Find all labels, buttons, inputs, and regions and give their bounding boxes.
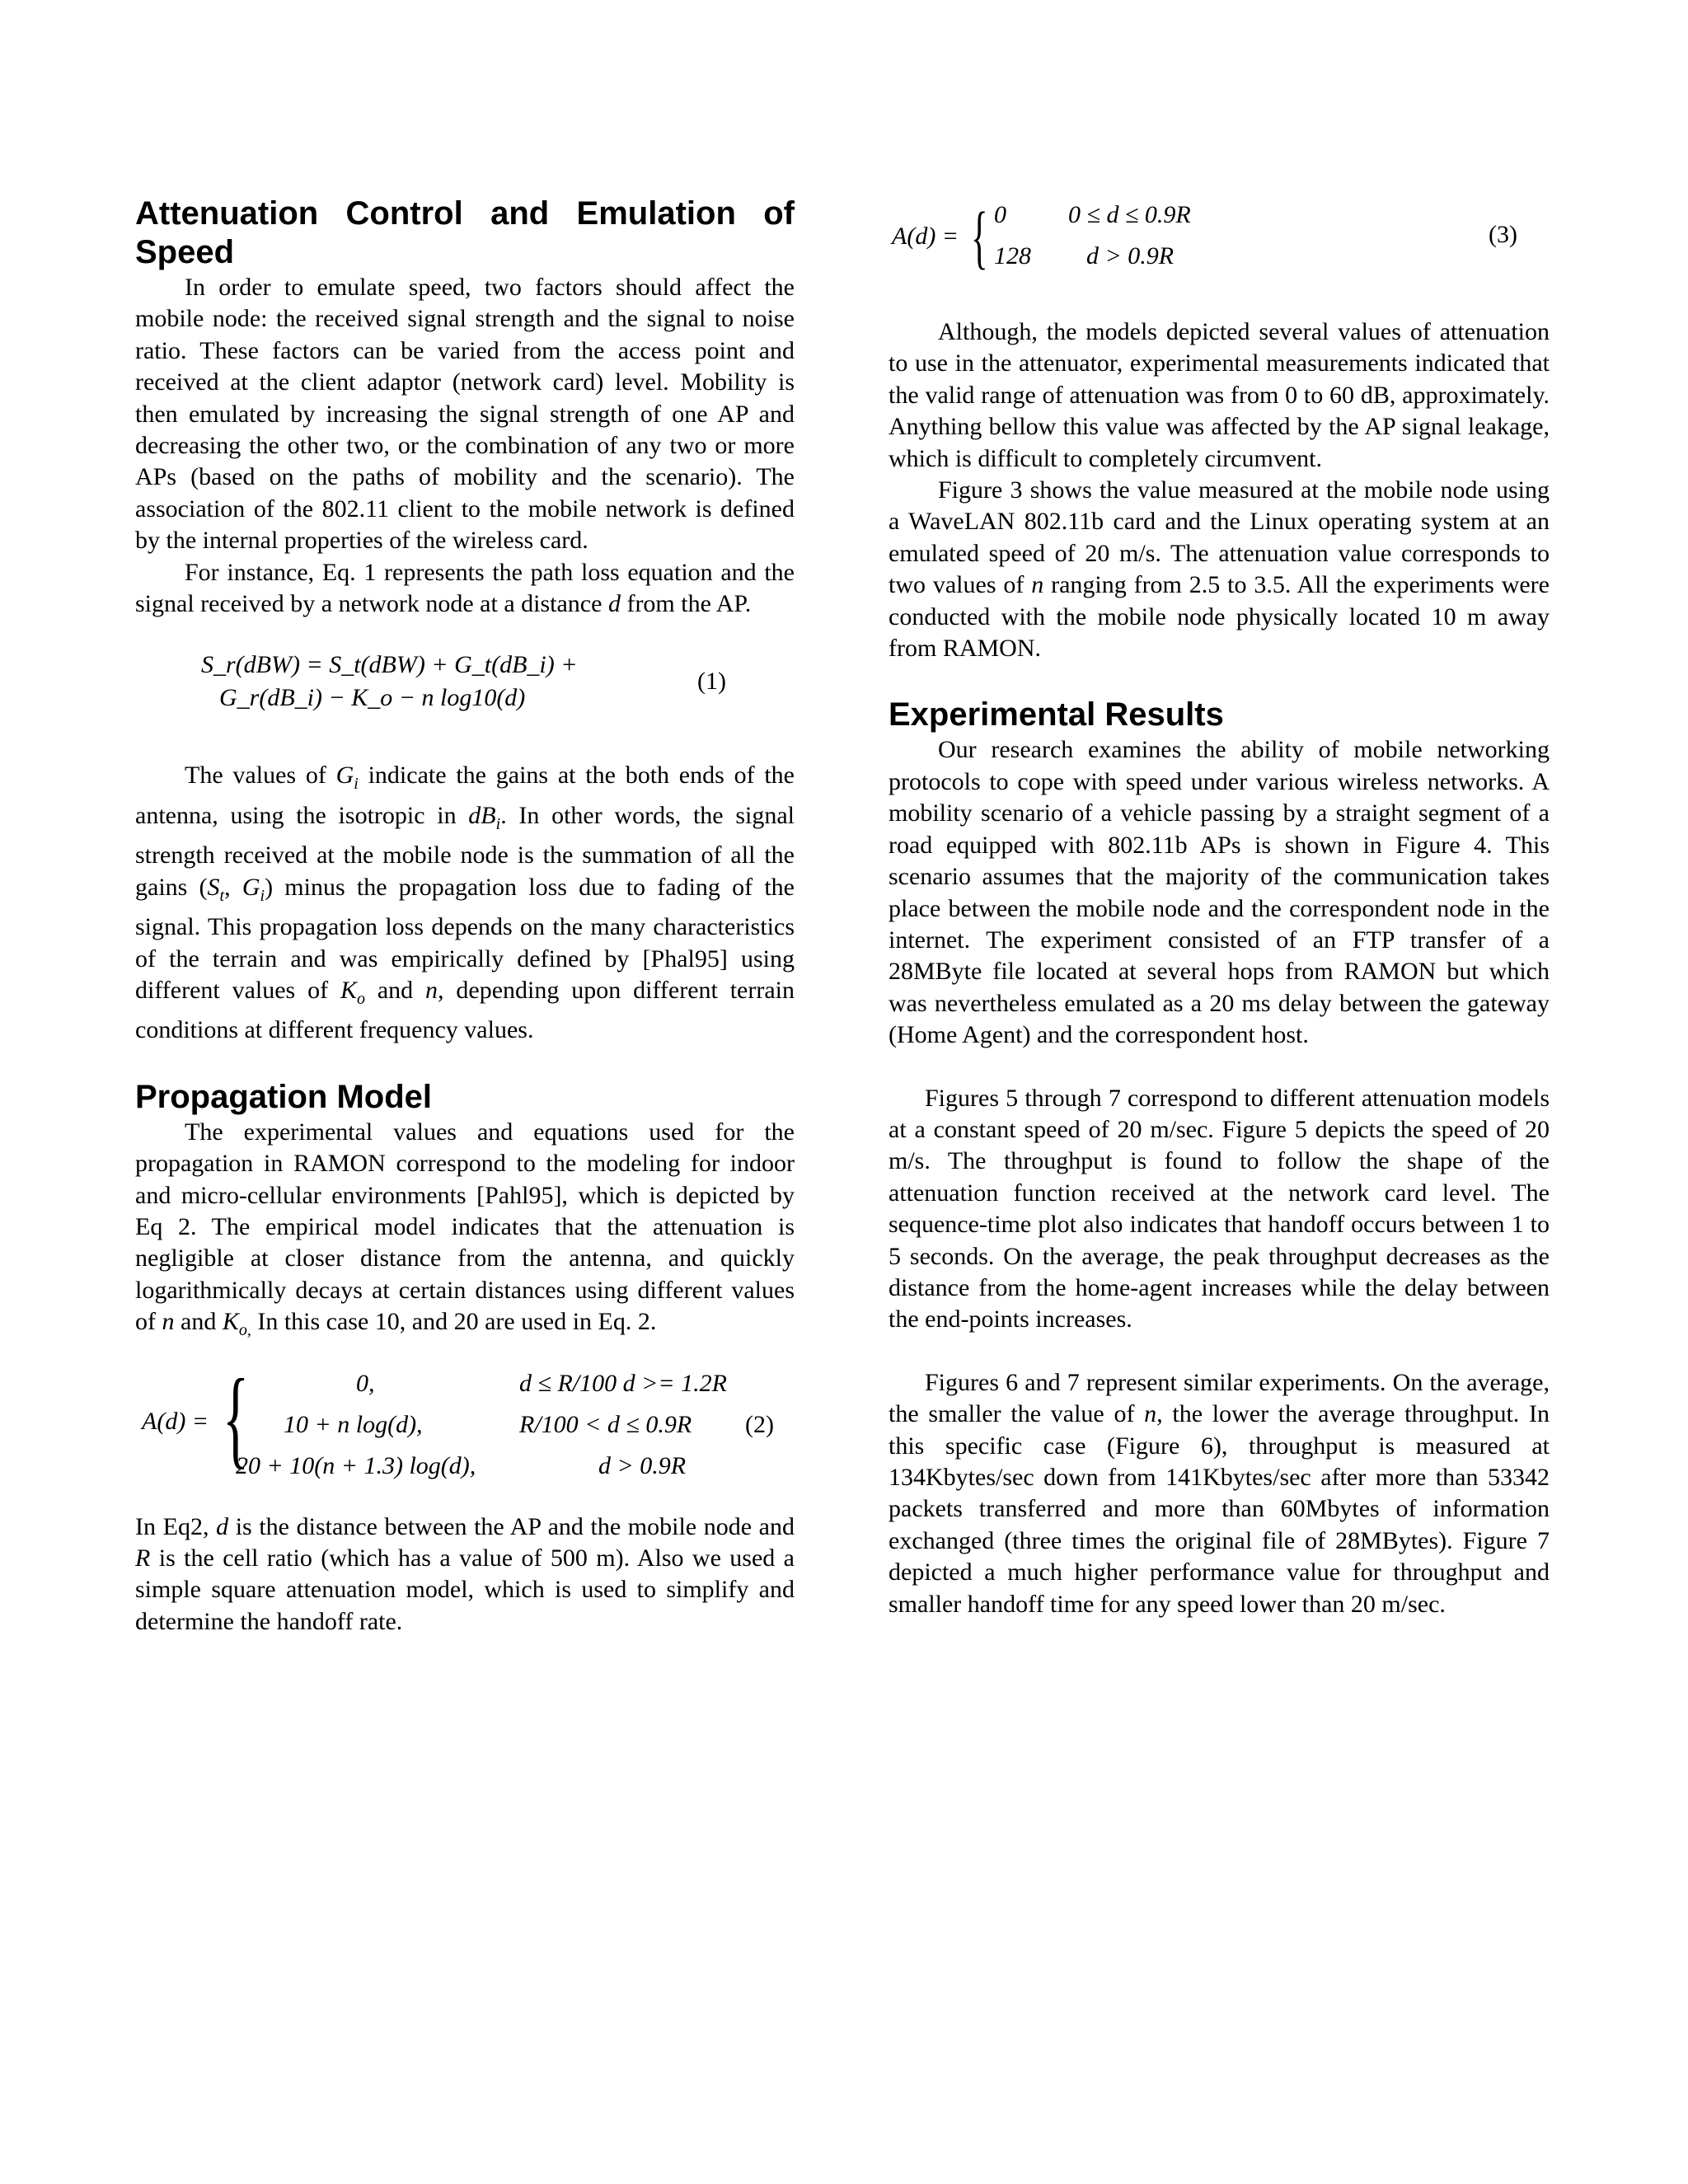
equation-1-line-2: G_r(dB_i) − K_o − n log10(d) xyxy=(219,684,526,712)
equation-3-number: (3) xyxy=(1489,221,1517,248)
equation-1-number: (1) xyxy=(697,668,726,696)
equation-3-brace: { xyxy=(971,197,988,276)
paragraph-figures-5-7: Figures 5 through 7 correspond to different attenuation models at a constant speed of 20 m/sec. Figure 5 depicts the speed of 20 m/s. The throughput is found to follow the shape of the attenuation function received at the network card level. The sequence-time plot also indicates that handoff occurs between 1 to 5 seconds. On the average, the peak throughput decreases as the distance from the home-agent increases while the delay between the end-points increases. xyxy=(889,1084,1550,1333)
equation-2-number: (2) xyxy=(745,1410,774,1438)
equation-3-cond-2: d > 0.9R xyxy=(1086,242,1175,269)
equation-2-case-2: 10 + n log(d), xyxy=(284,1410,423,1438)
paragraph-emulate-speed: In order to emulate speed, two factors should affect the mobile node: the received signal strength and the signal to noise ratio. These factors can be varied from the access point and received at the client adaptor (network card) level. Mobility is then emulated by increasing the signal strength of one AP and decreasing the other two, or the combination of any two or more APs (based on the paths of mobility and the scenario). The association of the 802.11 client to the mobile network is defined by the internal properties of the wireless card. xyxy=(135,274,795,555)
equation-3 xyxy=(889,194,1550,316)
equation-2-case-3: 20 + 10(n + 1.3) log(d), xyxy=(236,1451,476,1479)
equation-2-cond-2: R/100 < d ≤ 0.9R xyxy=(519,1410,692,1438)
paragraph-eq2-explanation: In Eq2, d is the distance between the AP and the mobile node and R is the cell ratio (which has a value of 500 m). Also we used a simple square attenuation model, which is used to simplify and determine the handoff rate. xyxy=(135,1512,795,1635)
equation-3-case-1: 0 xyxy=(994,201,1006,228)
paragraph-gains: The values of $G_i$ indicate the gains at the both ends of the antenna, using the isotropic in $dB_i$. In other words, the signal strength received at the mobile node is the summation of all the gains ($S_t$, $G_i$) minus the propagation loss due to fading of the signal. This propagation loss depends on the many characteristics of the terrain and was empirically defined by [Phal95] using different values of $K_o$ and n, depending upon different terrain conditions at different frequency values. xyxy=(135,762,795,1044)
paragraph-eq1-intro: For instance, Eq. 1 represents the path loss equation and the signal received by a network node at a distance d from the AP. xyxy=(135,558,795,618)
equation-2-case-1: 0, xyxy=(356,1369,375,1397)
equation-2-cond-3: d > 0.9R xyxy=(598,1451,687,1479)
equation-3-lhs: A(d) = xyxy=(892,223,959,250)
paragraph-figure-3: Figure 3 shows the value measured at the mobile node using a WaveLAN 802.11b card and the Linux operating system at an emulated speed of 20 m/s. The attenuation value corresponds to two values of n ranging from 2.5 to 3.5. All the experiments were conducted with the mobile node physically located 10 m away from RAMON. xyxy=(889,476,1550,663)
equation-2 xyxy=(135,1347,795,1511)
right-column xyxy=(889,194,1550,1620)
section-heading-attenuation: Attenuation Control and Emulation of Speed xyxy=(135,195,795,270)
section-heading-experimental-results: Experimental Results xyxy=(889,696,1224,733)
equation-1-line-1: S_r(dBW) = S_t(dBW) + G_t(dB_i) + xyxy=(201,651,578,679)
equation-3-cond-1: 0 ≤ d ≤ 0.9R xyxy=(1068,201,1191,228)
equation-2-brace: { xyxy=(223,1356,250,1479)
section-heading-propagation-model: Propagation Model xyxy=(135,1078,432,1115)
left-column xyxy=(135,194,795,1638)
paragraph-figures-6-7: Figures 6 and 7 represent similar experiments. On the average, the smaller the value of n, the lower the average throughput. In this specific case (Figure 6), throughput is measured at 134Kbytes/sec down from 141Kbytes/sec after more than 53342 packets transferred and more than 60Mbytes of information exchanged (three times the original file of 28MBytes). Figure 7 depicted a much higher performance value for throughput and smaller handoff time for any speed lower than 20 m/sec. xyxy=(889,1368,1550,1618)
equation-2-cond-1: d ≤ R/100 d >= 1.2R xyxy=(519,1369,727,1397)
paragraph-valid-range: Although, the models depicted several values of attenuation to use in the attenuator, experimental measurements indicated that the valid range of attenuation was from 0 to 60 dB, approximately. Anything bellow this value was affected by the AP signal leakage, which is difficult to completely circumvent. xyxy=(889,318,1550,472)
paragraph-propagation: The experimental values and equations used for the propagation in RAMON correspond to the modeling for indoor and micro-cellular environments [Pahl95], which is depicted by Eq 2. The empirical model indicates that the attenuation is negligible at closer distance from the antenna, and quickly logarithmically decays at certain distances using different values of n and $K_{o,}$ In this case 10, and 20 are used in Eq. 2. xyxy=(135,1118,795,1340)
paragraph-research: Our research examines the ability of mobile networking protocols to cope with speed under various wireless networks. A mobility scenario of a vehicle passing by a straight segment of a road equipped with 802.11b APs is shown in Figure 4. This scenario assumes that the majority of the communication takes place between the mobile node and the correspondent node in the internet. The experiment consisted of an FTP transfer of a 28MByte file located at several hops from RAMON but which was nevertheless emulated as a 20 ms delay between the gateway (Home Agent) and the correspondent host. xyxy=(889,736,1550,1049)
equation-3-case-2: 128 xyxy=(994,242,1031,269)
equation-2-lhs: A(d) = xyxy=(142,1407,209,1435)
equation-1 xyxy=(135,620,795,760)
